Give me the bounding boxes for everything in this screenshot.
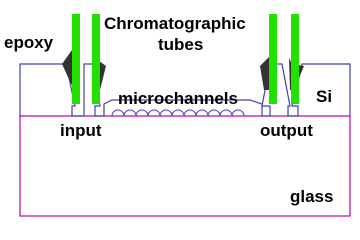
microchannels-label: microchannels — [118, 89, 238, 108]
si-label: Si — [316, 87, 333, 106]
tubes-label-line1: Chromatographic — [104, 14, 246, 33]
input-label: input — [60, 121, 102, 140]
tubes-label-line2: tubes — [158, 35, 204, 54]
glass-label: glass — [290, 187, 334, 206]
output-label: output — [260, 121, 313, 140]
chromatographic-tube — [92, 14, 100, 104]
chromatographic-tube — [291, 14, 299, 104]
epoxy-label: epoxy — [4, 33, 54, 52]
chromatographic-tube — [72, 14, 80, 104]
chromatographic-tube — [269, 14, 277, 104]
microchannel-bumps — [112, 110, 244, 116]
